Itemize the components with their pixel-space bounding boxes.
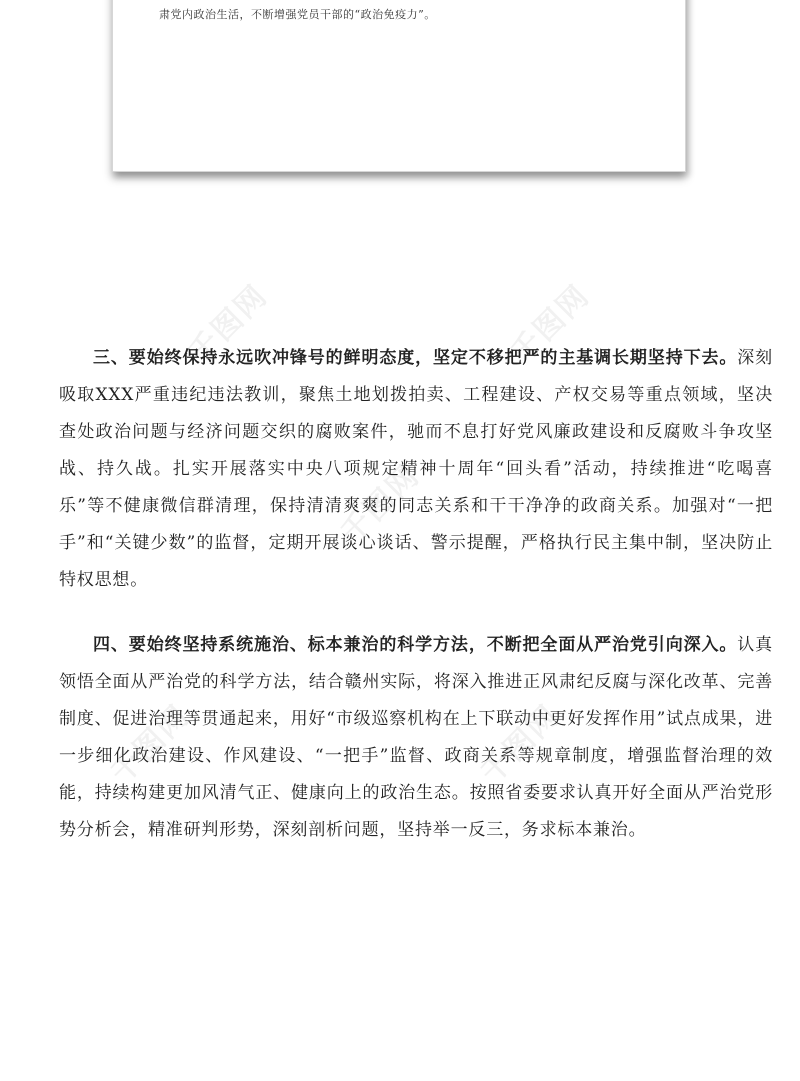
document-preview-card — [112, 0, 686, 172]
paragraph-three — [59, 340, 773, 599]
watermark: 千图网 — [104, 698, 197, 791]
paragraph-four — [59, 627, 773, 849]
paragraph-three-heading: 三、要始终保持永远吹冲锋号的鲜明态度，坚定不移把严的主基调长期坚持下去。 — [93, 348, 738, 368]
paragraph-three-body: 深刻吸取XXX严重违纪违法教训，聚焦土地划拨拍卖、工程建设、产权交易等重点领域，坚决查处政治问题与经济问题交织的腐败案件，驰而不息打好党风廉政建设和反腐败斗争攻坚战、持久战。扎实开展落实中央八项规定精神十周年“回头看”活动，持续推进“吃喝喜乐”等不健康微信群清理，保持清清爽爽的同志关系和干干净净的政商关系。加强对“一把手”和“关键少数”的监督，定期开展谈心谈话、警示提醒，严格执行民主集中制，坚决防止特权思想。 — [59, 348, 773, 590]
preview-card-text: 肃党内政治生活，不断增强党员干部的“政治免疫力”。 — [159, 8, 436, 21]
watermark: 千图网 — [334, 458, 427, 551]
watermark: 千图网 — [182, 278, 275, 371]
paragraph-four-body: 认真领悟全面从严治党的科学方法，结合赣州实际，将深入推进正风肃纪反腐与深化改革、完善制度、促进治理等贯通起来，用好“市级巡察机构在上下联动中更好发挥作用”试点成果，进一步细化政治建设、作风建设、“一把手”监督、政商关系等规章制度，增强监督治理的效能，持续构建更加风清气正、健康向上的政治生态。按照省委要求认真开好全面从严治党形势分析会，精准研判形势，深刻剖析问题，坚持举一反三，务求标本兼治。 — [59, 635, 773, 840]
paragraph-four-heading: 四、要始终坚持系统施治、标本兼治的科学方法，不断把全面从严治党引向深入。 — [93, 635, 738, 655]
watermark: 千图网 — [504, 278, 597, 371]
document-body — [59, 340, 773, 877]
watermark: 千图网 — [474, 698, 567, 791]
